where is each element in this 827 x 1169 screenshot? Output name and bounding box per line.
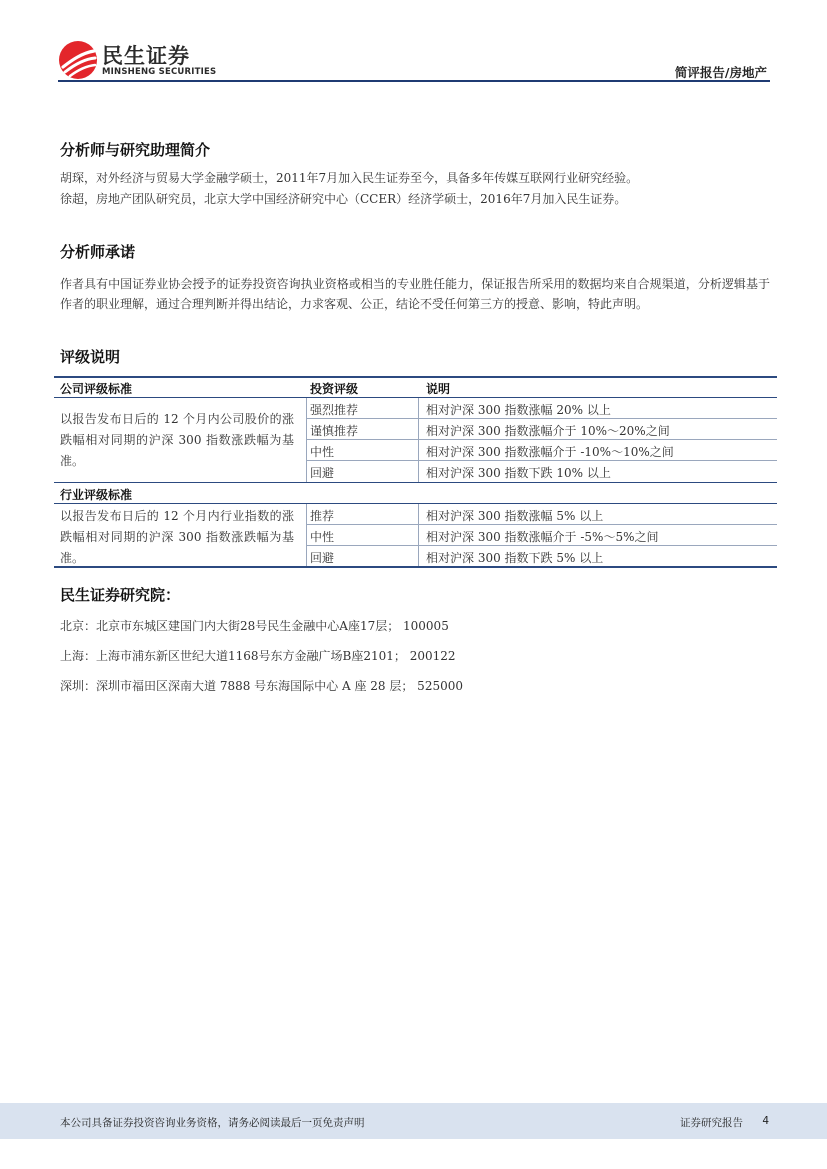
company-rating-level: 谨慎推荐 bbox=[310, 424, 359, 438]
table-col-rule bbox=[418, 398, 419, 482]
analyst-promise-title: 分析师承诺 bbox=[60, 243, 136, 261]
analyst-intro-line: 胡琛，对外经济与贸易大学金融学硕士，2011年7月加入民生证券至今，具备多年传媒互联网行业研究经验。 bbox=[60, 171, 639, 185]
institute-address-shenzhen: 深圳：深圳市福田区深南大道 7888 号东海国际中心 A 座 28 层； 525000 bbox=[60, 679, 463, 693]
table-row-rule bbox=[306, 460, 777, 461]
logo-mark-icon bbox=[58, 40, 98, 80]
company-rating-note: 相对沪深 300 指数下跌 10% 以上 bbox=[426, 466, 611, 480]
analyst-intro-line: 徐超，房地产团队研究员，北京大学中国经济研究中心（CCER）经济学硕士，2016年7月加入民生证券。 bbox=[60, 192, 627, 206]
company-rating-level: 回避 bbox=[310, 466, 335, 480]
rating-table bbox=[54, 376, 777, 568]
industry-rating-note: 相对沪深 300 指数下跌 5% 以上 bbox=[426, 551, 604, 565]
table-row-rule bbox=[306, 524, 777, 525]
col-header-description: 说明 bbox=[426, 382, 451, 396]
company-rating-level: 中性 bbox=[310, 445, 335, 459]
company-rating-level: 强烈推荐 bbox=[310, 403, 359, 417]
company-logo bbox=[58, 40, 218, 80]
footer-report-type: 证券研究报告 bbox=[680, 1117, 743, 1129]
industry-rating-header: 行业评级标准 bbox=[60, 488, 133, 502]
rating-section-title: 评级说明 bbox=[60, 348, 121, 366]
header-divider bbox=[58, 80, 770, 82]
page-number: 4 bbox=[762, 1115, 769, 1127]
company-rating-note: 相对沪深 300 指数涨幅 20% 以上 bbox=[426, 403, 611, 417]
industry-rating-level: 回避 bbox=[310, 551, 335, 565]
report-category: 简评报告/房地产 bbox=[674, 65, 767, 80]
logo-text-cn: 民生证券 bbox=[102, 44, 190, 68]
page-footer bbox=[0, 1103, 827, 1139]
table-section-header-rule bbox=[54, 503, 777, 504]
institute-address-shanghai: 上海：上海市浦东新区世纪大道1168号东方金融广场B座2101； 200122 bbox=[60, 649, 456, 663]
industry-rating-basis: 以报告发布日后的 12 个月内行业指数的涨跌幅相对同期的沪深 300 指数涨跌幅为基准。 bbox=[60, 509, 294, 565]
col-header-company-standard: 公司评级标准 bbox=[60, 382, 133, 396]
logo-text-en: MINSHENG SECURITIES bbox=[102, 67, 217, 77]
industry-rating-level: 推荐 bbox=[310, 509, 335, 523]
analyst-promise-text: 作者具有中国证券业协会授予的证券投资咨询执业资格或相当的专业胜任能力，保证报告所采用的数据均来自合规渠道，分析逻辑基于作者的职业理解，通过合理判断并得出结论，力求客观、公正，结论不受任何第三方的授意、影响，特此声明。 bbox=[60, 277, 770, 311]
industry-rating-level: 中性 bbox=[310, 530, 335, 544]
analyst-intro-title: 分析师与研究助理简介 bbox=[60, 141, 211, 159]
table-row-rule bbox=[306, 439, 777, 440]
industry-rating-note: 相对沪深 300 指数涨幅 5% 以上 bbox=[426, 509, 604, 523]
industry-rating-note: 相对沪深 300 指数涨幅介于 -5%～5%之间 bbox=[426, 530, 659, 544]
company-rating-note: 相对沪深 300 指数涨幅介于 10%～20%之间 bbox=[426, 424, 670, 438]
footer-disclaimer: 本公司具备证券投资咨询业务资格，请务必阅读最后一页免责声明 bbox=[60, 1117, 365, 1129]
table-section-rule bbox=[54, 482, 777, 483]
institute-address-beijing: 北京：北京市东城区建国门内大街28号民生金融中心A座17层； 100005 bbox=[60, 619, 449, 633]
table-col-rule bbox=[306, 504, 307, 566]
table-row-rule bbox=[306, 418, 777, 419]
col-header-investment-rating: 投资评级 bbox=[310, 382, 359, 396]
company-rating-note: 相对沪深 300 指数涨幅介于 -10%～10%之间 bbox=[426, 445, 674, 459]
table-header-rule bbox=[54, 397, 777, 398]
table-col-rule bbox=[418, 504, 419, 566]
institute-title: 民生证券研究院： bbox=[60, 586, 181, 604]
table-row-rule bbox=[306, 545, 777, 546]
company-rating-basis: 以报告发布日后的 12 个月内公司股价的涨跌幅相对同期的沪深 300 指数涨跌幅为基准。 bbox=[60, 412, 294, 468]
table-col-rule bbox=[306, 398, 307, 482]
table-top-rule bbox=[54, 376, 777, 378]
